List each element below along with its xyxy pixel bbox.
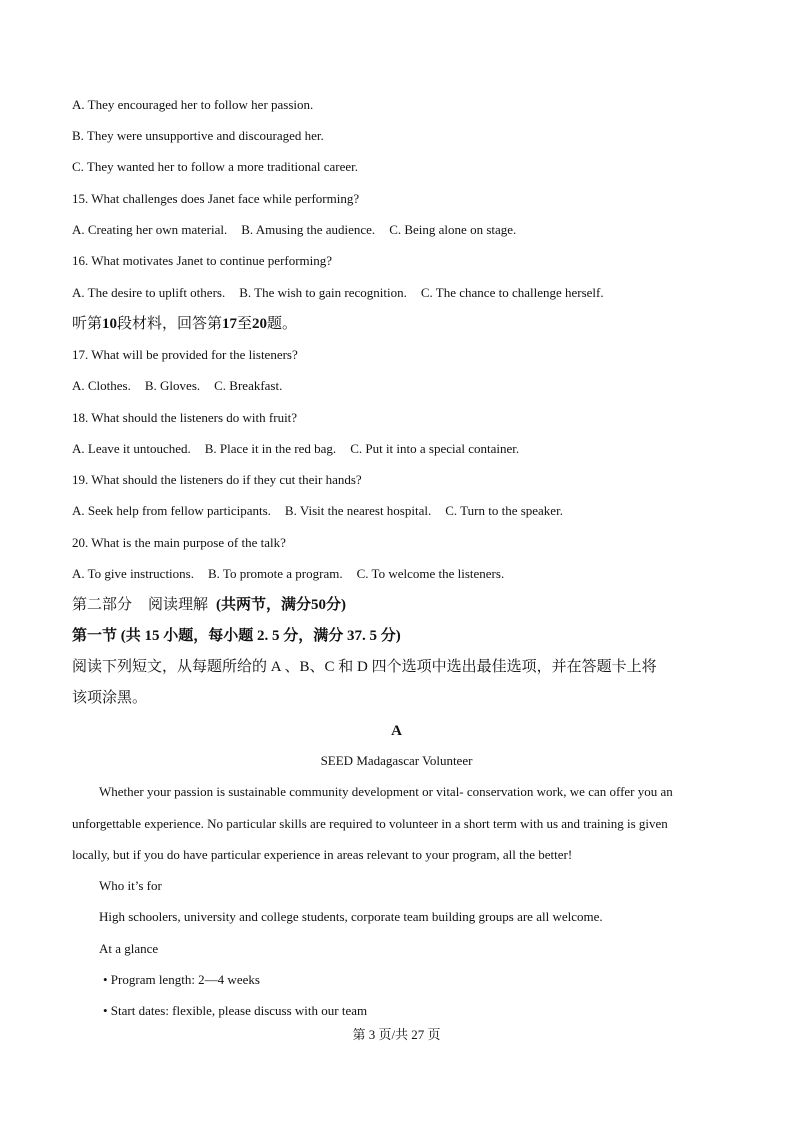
passage-para-line-3: locally, but if you do have particular experience in areas relevant to your program, all the better!	[72, 847, 573, 862]
part2-title: 阅读理解	[148, 597, 209, 613]
part2-label: 第二部分	[72, 597, 133, 613]
q19-option-a: A. Seek help from fellow participants.	[72, 503, 271, 518]
q18-option-c: C. Put it into a special container.	[350, 441, 520, 456]
instr-text: 段材料，回答第	[117, 316, 223, 332]
q19-option-b: B. Visit the nearest hospital.	[284, 503, 432, 518]
page-footer: 第 3 页/共 27 页	[352, 1027, 441, 1042]
q18-question: 18. What should the listeners do with fruit?	[72, 410, 298, 425]
section1-heading: 第一节 (共 15 小题，每小题 2. 5 分，满分 37. 5 分)	[72, 628, 401, 644]
q16-option-c: C. The chance to challenge herself.	[420, 285, 604, 300]
who-text: High schoolers, university and college students, corporate team building groups are all welcome.	[99, 909, 603, 924]
q19-option-c: C. Turn to the speaker.	[445, 503, 563, 518]
instr-num: 20	[252, 316, 268, 332]
q14-option-c: C. They wanted her to follow a more traditional career.	[72, 159, 359, 174]
q14-option-a: A. They encouraged her to follow her passion.	[72, 97, 314, 112]
reading-instruction-line1: 阅读下列短文，从每题所给的 A 、B、C 和 D 四个选项中选出最佳选项，并在答题卡上将	[72, 659, 657, 675]
instr-num: 17	[222, 316, 238, 332]
instr-text: 听第	[72, 316, 103, 332]
instr-text: 题。	[267, 316, 298, 332]
q18-option-a: A. Leave it untouched.	[72, 441, 191, 456]
reading-instruction-line2: 该项涂黑。	[72, 690, 148, 706]
q20-option-b: B. To promote a program.	[207, 566, 343, 581]
q17-option-a: A. Clothes.	[72, 378, 131, 393]
instr-num: 10	[102, 316, 118, 332]
q19-options	[72, 503, 563, 519]
q15-options	[72, 222, 516, 238]
q18-options	[72, 441, 519, 457]
instr-text: 至	[237, 316, 253, 332]
q20-options	[72, 566, 504, 582]
q17-option-b: B. Gloves.	[144, 378, 201, 393]
q20-option-c: C. To welcome the listeners.	[356, 566, 505, 581]
passage-letter: A	[391, 723, 402, 739]
bullet-start-dates: • Start dates: flexible, please discuss with our team	[103, 1003, 368, 1018]
q15-option-c: C. Being alone on stage.	[389, 222, 517, 237]
q17-options	[72, 378, 282, 394]
q20-question: 20. What is the main purpose of the talk?	[72, 535, 286, 550]
who-heading: Who it’s for	[99, 878, 162, 893]
q14-option-b: B. They were unsupportive and discouraged her.	[72, 128, 324, 143]
q15-option-a: A. Creating her own material.	[72, 222, 228, 237]
q17-option-c: C. Breakfast.	[214, 378, 283, 393]
glance-heading: At a glance	[99, 941, 159, 956]
q16-option-b: B. The wish to gain recognition.	[239, 285, 407, 300]
part2-detail: (共两节，满分50分)	[216, 597, 347, 613]
q19-question: 19. What should the listeners do if they cut their hands?	[72, 472, 362, 487]
passage-para-line-1: Whether your passion is sustainable community development or vital- conservation work, we can offer you an	[99, 784, 673, 799]
q17-question: 17. What will be provided for the listeners?	[72, 347, 298, 362]
q20-option-a: A. To give instructions.	[72, 566, 194, 581]
q15-option-b: B. Amusing the audience.	[241, 222, 376, 237]
section10-instruction	[72, 314, 297, 334]
q16-option-a: A. The desire to uplift others.	[72, 285, 226, 300]
passage-title: SEED Madagascar Volunteer	[320, 753, 473, 768]
q16-options	[72, 285, 604, 301]
q18-option-b: B. Place it in the red bag.	[204, 441, 337, 456]
passage-para-line-2: unforgettable experience. No particular skills are required to volunteer in a short term with us and training is given	[72, 816, 668, 831]
q15-question: 15. What challenges does Janet face while performing?	[72, 191, 360, 206]
bullet-program-length: • Program length: 2—4 weeks	[103, 972, 260, 987]
q16-question: 16. What motivates Janet to continue performing?	[72, 253, 333, 268]
part2-heading	[72, 595, 346, 615]
